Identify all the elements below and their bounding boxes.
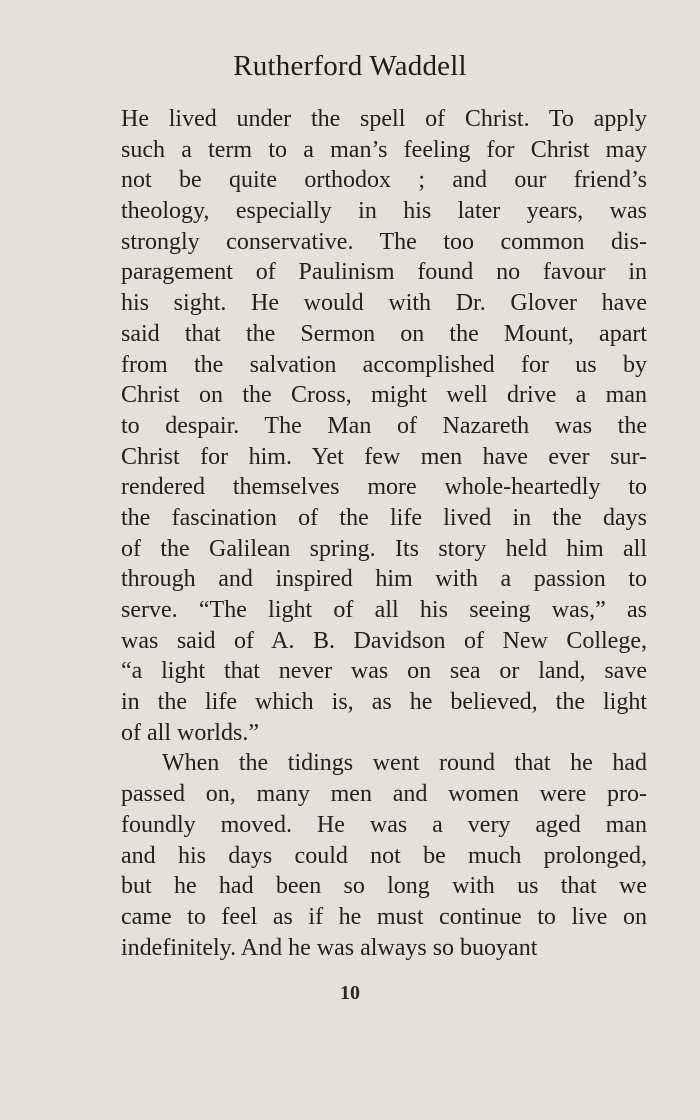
text-line: to despair. The Man of Nazareth was the (121, 412, 647, 439)
text-line: came to feel as if he must continue to live on (121, 903, 647, 930)
text-line: but he had been so long with us that we (121, 873, 647, 900)
page-number: 10 (340, 982, 360, 1004)
text-line: rendered themselves more whole-heartedly to (121, 474, 647, 501)
text-line: When the tidings went round that he had (162, 750, 647, 777)
text-line: such a term to a man’s feeling for Christ may (121, 136, 647, 163)
text-line: the fascination of the life lived in the days (121, 504, 647, 531)
text-line: his sight. He would with Dr. Glover have (121, 290, 647, 317)
text-line: and his days could not be much prolonged, (121, 842, 647, 869)
text-line: serve. “The light of all his seeing was,” as (121, 597, 647, 623)
text-line: “a light that never was on sea or land, save (121, 658, 647, 685)
text-line: passed on, many men and women were pro- (121, 781, 647, 808)
text-line: Christ on the Cross, might well drive a man (121, 382, 647, 409)
text-line: from the salvation accomplished for us by (121, 351, 647, 378)
text-line: through and inspired him with a passion to (121, 566, 647, 593)
text-line: in the life which is, as he believed, the light (121, 689, 647, 716)
running-head: Rutherford Waddell (233, 50, 467, 82)
text-line: was said of A. B. Davidson of New College, (121, 627, 647, 654)
paragraph (121, 104, 647, 748)
paragraph (121, 748, 647, 963)
text-line: indefinitely. And he was always so buoyant (121, 934, 538, 961)
text-line: strongly conservative. The too common dis- (121, 228, 647, 255)
text-line: foundly moved. He was a very aged man (121, 811, 647, 838)
text-line: of the Galilean spring. Its story held him all (121, 535, 647, 562)
text-line: not be quite orthodox ; and our friend’s (121, 167, 647, 194)
text-line: said that the Sermon on the Mount, apart (121, 320, 647, 347)
text-line: He lived under the spell of Christ. To apply (121, 106, 647, 132)
text-line: Christ for him. Yet few men have ever sur- (121, 443, 647, 470)
text-line: paragement of Paulinism found no favour in (121, 259, 647, 286)
text-line: of all worlds.” (121, 719, 259, 746)
text-line: theology, especially in his later years, was (121, 198, 647, 225)
body-text (121, 104, 647, 963)
